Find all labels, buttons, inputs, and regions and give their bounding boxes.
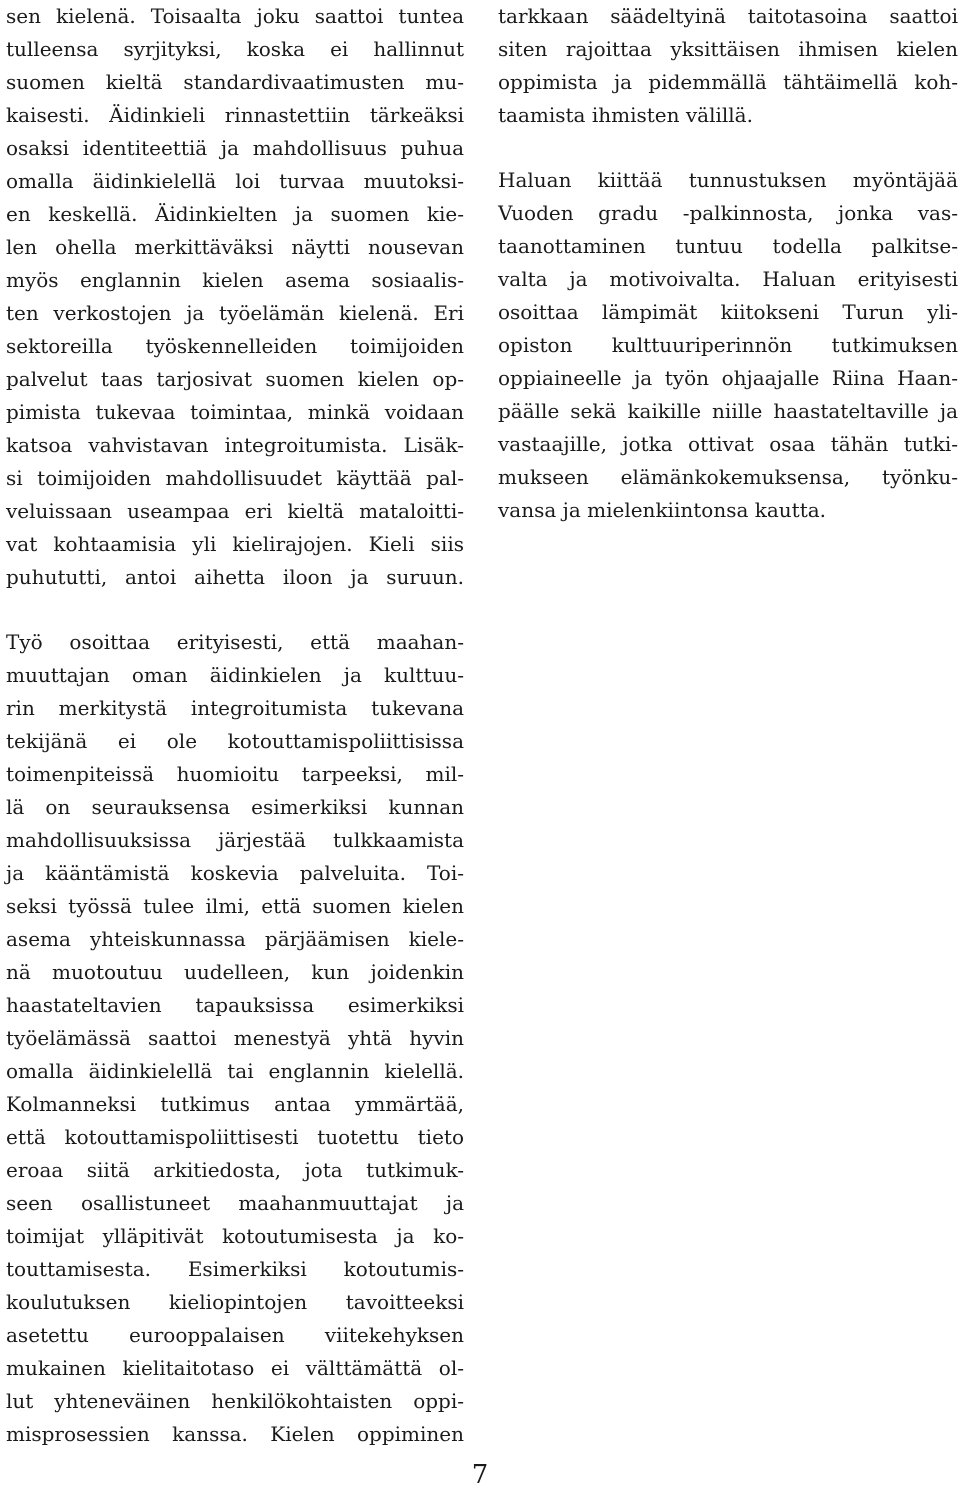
text-line: vat kohtaamisia yli kielirajojen. Kieli siis bbox=[6, 532, 464, 556]
text-line: että kotouttamispoliittisesti tuotettu tieto bbox=[6, 1125, 464, 1149]
text-line: puhututti, antoi aihetta iloon ja suruun. bbox=[6, 565, 464, 589]
text-line: oppiaineelle ja työn ohjaajalle Riina Haan- bbox=[498, 366, 958, 390]
text-line: vastaajille, jotka ottivat osaa tähän tutki- bbox=[498, 432, 958, 456]
text-line: eroaa siitä arkitiedosta, jota tutkimuk- bbox=[6, 1158, 464, 1182]
text-line: taanottaminen tuntuu todella palkitse- bbox=[498, 234, 958, 258]
text-line: seksi työssä tulee ilmi, että suomen kielen bbox=[6, 894, 464, 918]
text-line: len ohella merkittäväksi näytti nousevan bbox=[6, 235, 464, 259]
text-line: palvelut taas tarjosivat suomen kielen op- bbox=[6, 367, 464, 391]
text-line: en keskellä. Äidinkielten ja suomen kie- bbox=[6, 202, 464, 226]
text-line: asetettu eurooppalaisen viitekehyksen bbox=[6, 1323, 464, 1347]
text-line: touttamisesta. Esimerkiksi kotoutumis- bbox=[6, 1257, 464, 1281]
text-line: mukseen elämänkokemuksensa, työnku- bbox=[498, 465, 958, 489]
text-line: päälle sekä kaikille niille haastateltaville ja bbox=[498, 399, 958, 423]
right-paragraph-1 bbox=[498, 0, 958, 132]
text-line: haastateltavien tapauksissa esimerkiksi bbox=[6, 993, 464, 1017]
text-line: vansa ja mielenkiintonsa kautta. bbox=[498, 498, 827, 522]
text-line: omalla äidinkielellä tai englannin kielellä. bbox=[6, 1059, 464, 1083]
text-line: lut yhteneväinen henkilökohtaisten oppi- bbox=[6, 1389, 464, 1413]
page-number: 7 bbox=[471, 1460, 489, 1490]
text-line: si toimijoiden mahdollisuudet käyttää pal- bbox=[6, 466, 464, 490]
text-line: tekijänä ei ole kotouttamispoliittisissa bbox=[6, 729, 464, 753]
text-line: taamista ihmisten välillä. bbox=[498, 103, 753, 127]
text-line: omalla äidinkielellä loi turvaa muutoksi- bbox=[6, 169, 464, 193]
left-column bbox=[6, 0, 464, 1451]
text-line: tarkkaan säädeltyinä taitotasoina saattoi bbox=[498, 4, 958, 28]
text-line: tulleensa syrjityksi, koska ei hallinnut bbox=[6, 37, 464, 61]
text-line: osoittaa lämpimät kiitokseni Turun yli- bbox=[498, 300, 958, 324]
text-line: valta ja motivoivalta. Haluan erityisesti bbox=[498, 267, 958, 291]
text-line: ten verkostojen ja työelämän kielenä. Eri bbox=[6, 301, 464, 325]
left-paragraph-2 bbox=[6, 626, 464, 1451]
text-line: katsoa vahvistavan integroitumista. Lisäk- bbox=[6, 433, 464, 457]
text-line: Kolmanneksi tutkimus antaa ymmärtää, bbox=[6, 1092, 464, 1116]
text-line: toimijat ylläpitivät kotoutumisesta ja ko- bbox=[6, 1224, 464, 1248]
text-line: veluissaan useampaa eri kieltä mataloitti- bbox=[6, 499, 464, 523]
text-line: osaksi identiteettiä ja mahdollisuus puhua bbox=[6, 136, 464, 160]
right-paragraph-2 bbox=[498, 164, 958, 527]
text-line: lä on seurauksensa esimerkiksi kunnan bbox=[6, 795, 464, 819]
left-paragraph-1 bbox=[6, 0, 464, 594]
text-line: siten rajoittaa yksittäisen ihmisen kielen bbox=[498, 37, 958, 61]
text-line: Vuoden gradu -palkinnosta, jonka vas- bbox=[498, 201, 958, 225]
text-line: seen osallistuneet maahanmuuttajat ja bbox=[6, 1191, 464, 1215]
paragraph-gap bbox=[498, 132, 958, 164]
text-line: Työ osoittaa erityisesti, että maahan- bbox=[6, 630, 464, 654]
text-line: ja kääntämistä koskevia palveluita. Toi- bbox=[6, 861, 464, 885]
text-line: sen kielenä. Toisaalta joku saattoi tuntea bbox=[6, 4, 464, 28]
text-line: rin merkitystä integroitumista tukevana bbox=[6, 696, 464, 720]
text-line: toimenpiteissä huomioitu tarpeeksi, mil- bbox=[6, 762, 464, 786]
text-line: asema yhteiskunnassa pärjäämisen kiele- bbox=[6, 927, 464, 951]
text-line: oppimista ja pidemmällä tähtäimellä koh- bbox=[498, 70, 958, 94]
text-line: mahdollisuuksissa järjestää tulkkaamista bbox=[6, 828, 464, 852]
text-line: sektoreilla työskennelleiden toimijoiden bbox=[6, 334, 464, 358]
text-line: nä muotoutuu uudelleen, kun joidenkin bbox=[6, 960, 464, 984]
text-line: työelämässä saattoi menestyä yhtä hyvin bbox=[6, 1026, 464, 1050]
text-line: suomen kieltä standardivaatimusten mu- bbox=[6, 70, 464, 94]
text-line: myös englannin kielen asema sosiaalis- bbox=[6, 268, 464, 292]
text-line: pimista tukevaa toimintaa, minkä voidaan bbox=[6, 400, 464, 424]
text-line: mukainen kielitaitotaso ei välttämättä ol- bbox=[6, 1356, 464, 1380]
text-line: koulutuksen kieliopintojen tavoitteeksi bbox=[6, 1290, 464, 1314]
right-column bbox=[498, 0, 958, 527]
paragraph-gap bbox=[6, 594, 464, 626]
text-line: opiston kulttuuriperinnön tutkimuksen bbox=[498, 333, 958, 357]
text-line: Haluan kiittää tunnustuksen myöntäjää bbox=[498, 168, 958, 192]
text-line: misprosessien kanssa. Kielen oppiminen bbox=[6, 1422, 464, 1446]
text-line: kaisesti. Äidinkieli rinnastettiin tärkeäksi bbox=[6, 103, 464, 127]
text-line: muuttajan oman äidinkielen ja kulttuu- bbox=[6, 663, 464, 687]
